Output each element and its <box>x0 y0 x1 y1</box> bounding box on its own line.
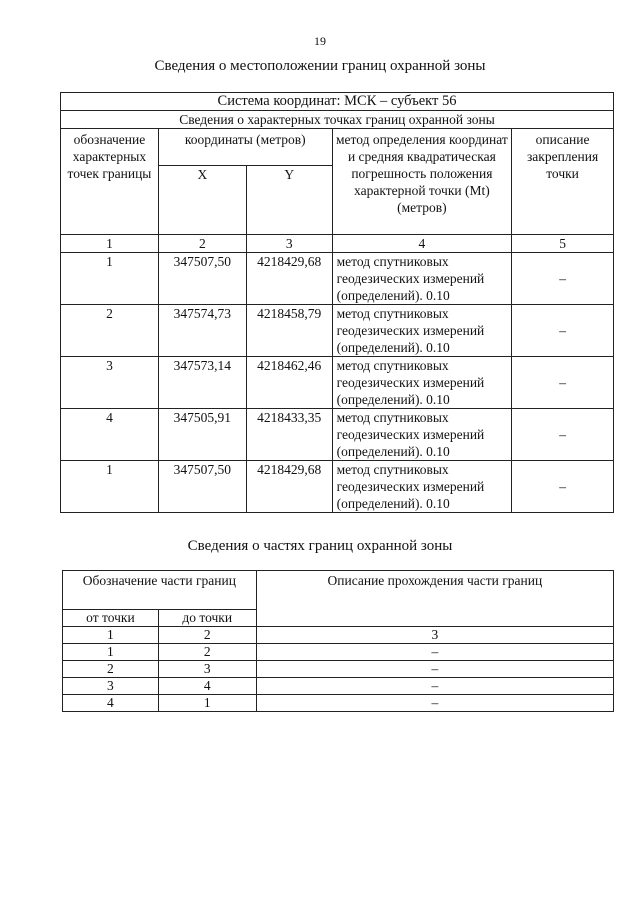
column-number: 1 <box>61 235 159 253</box>
point-cell: 4 <box>61 409 159 461</box>
header-from: от точки <box>63 610 159 627</box>
section-title-location: Сведения о местоположении границ охранной зоны <box>154 58 486 74</box>
column-number: 2 <box>158 235 246 253</box>
from-cell: 2 <box>63 661 159 678</box>
column-number: 5 <box>512 235 614 253</box>
header-part-label: Обозначение части границ <box>63 571 257 610</box>
description-cell: – <box>512 357 614 409</box>
method-cell: метод спутниковых геодезических измерений (определений). 0.10 <box>332 357 511 409</box>
to-cell: 1 <box>158 695 256 712</box>
part-description-cell: – <box>256 644 613 661</box>
subtitle-cell: Сведения о характерных точках границ охранной зоны <box>61 111 614 129</box>
y-cell: 4218429,68 <box>246 253 332 305</box>
part-description-cell: – <box>256 678 613 695</box>
table-row <box>61 253 614 305</box>
y-cell: 4218429,68 <box>246 461 332 513</box>
x-cell: 347507,50 <box>158 253 246 305</box>
header-y: Y <box>246 166 332 235</box>
point-cell: 3 <box>61 357 159 409</box>
column-number: 2 <box>158 627 256 644</box>
header-point: обозначение характерных точек границы <box>61 129 159 235</box>
table-row <box>61 357 614 409</box>
table-row <box>63 644 614 661</box>
from-cell: 3 <box>63 678 159 695</box>
header-x: X <box>158 166 246 235</box>
header-coords: координаты (метров) <box>158 129 332 166</box>
point-cell: 1 <box>61 461 159 513</box>
column-number: 4 <box>332 235 511 253</box>
y-cell: 4218458,79 <box>246 305 332 357</box>
section-title-parts: Сведения о частях границ охранной зоны <box>187 538 453 554</box>
from-cell: 1 <box>63 644 159 661</box>
table-row <box>61 305 614 357</box>
description-cell: – <box>512 305 614 357</box>
to-cell: 3 <box>158 661 256 678</box>
x-cell: 347573,14 <box>158 357 246 409</box>
description-cell: – <box>512 461 614 513</box>
header-part-description: Описание прохождения части границ <box>256 571 613 627</box>
header-description: описание закрепления точки <box>512 129 614 235</box>
x-cell: 347507,50 <box>158 461 246 513</box>
table-row <box>63 661 614 678</box>
to-cell: 4 <box>158 678 256 695</box>
part-description-cell: – <box>256 661 613 678</box>
header-method: метод определения координат и средняя квадратическая погрешность положения характерной точки (Mt) (метров) <box>332 129 511 235</box>
description-cell: – <box>512 409 614 461</box>
table-row <box>61 409 614 461</box>
column-number: 1 <box>63 627 159 644</box>
column-number: 3 <box>246 235 332 253</box>
part-description-cell: – <box>256 695 613 712</box>
method-cell: метод спутниковых геодезических измерений (определений). 0.10 <box>332 409 511 461</box>
boundary-points-table <box>60 92 614 513</box>
header-to: до точки <box>158 610 256 627</box>
description-cell: – <box>512 253 614 305</box>
parts-column-numbers-row <box>63 627 614 644</box>
coordinate-system-cell: Система координат: МСК – субъект 56 <box>61 93 614 111</box>
boundary-parts-table <box>62 570 614 712</box>
header-row-1 <box>61 129 614 166</box>
y-cell: 4218462,46 <box>246 357 332 409</box>
parts-header-row-1 <box>63 571 614 610</box>
method-cell: метод спутниковых геодезических измерений (определений). 0.10 <box>332 253 511 305</box>
table-row <box>63 695 614 712</box>
point-cell: 1 <box>61 253 159 305</box>
column-numbers-row <box>61 235 614 253</box>
method-cell: метод спутниковых геодезических измерений (определений). 0.10 <box>332 305 511 357</box>
to-cell: 2 <box>158 644 256 661</box>
column-number: 3 <box>256 627 613 644</box>
y-cell: 4218433,35 <box>246 409 332 461</box>
method-cell: метод спутниковых геодезических измерений (определений). 0.10 <box>332 461 511 513</box>
point-cell: 2 <box>61 305 159 357</box>
x-cell: 347505,91 <box>158 409 246 461</box>
coordinate-system-row <box>61 93 614 111</box>
subtitle-row <box>61 111 614 129</box>
x-cell: 347574,73 <box>158 305 246 357</box>
table-row <box>61 461 614 513</box>
from-cell: 4 <box>63 695 159 712</box>
table-row <box>63 678 614 695</box>
page-number: 19 <box>314 34 326 48</box>
